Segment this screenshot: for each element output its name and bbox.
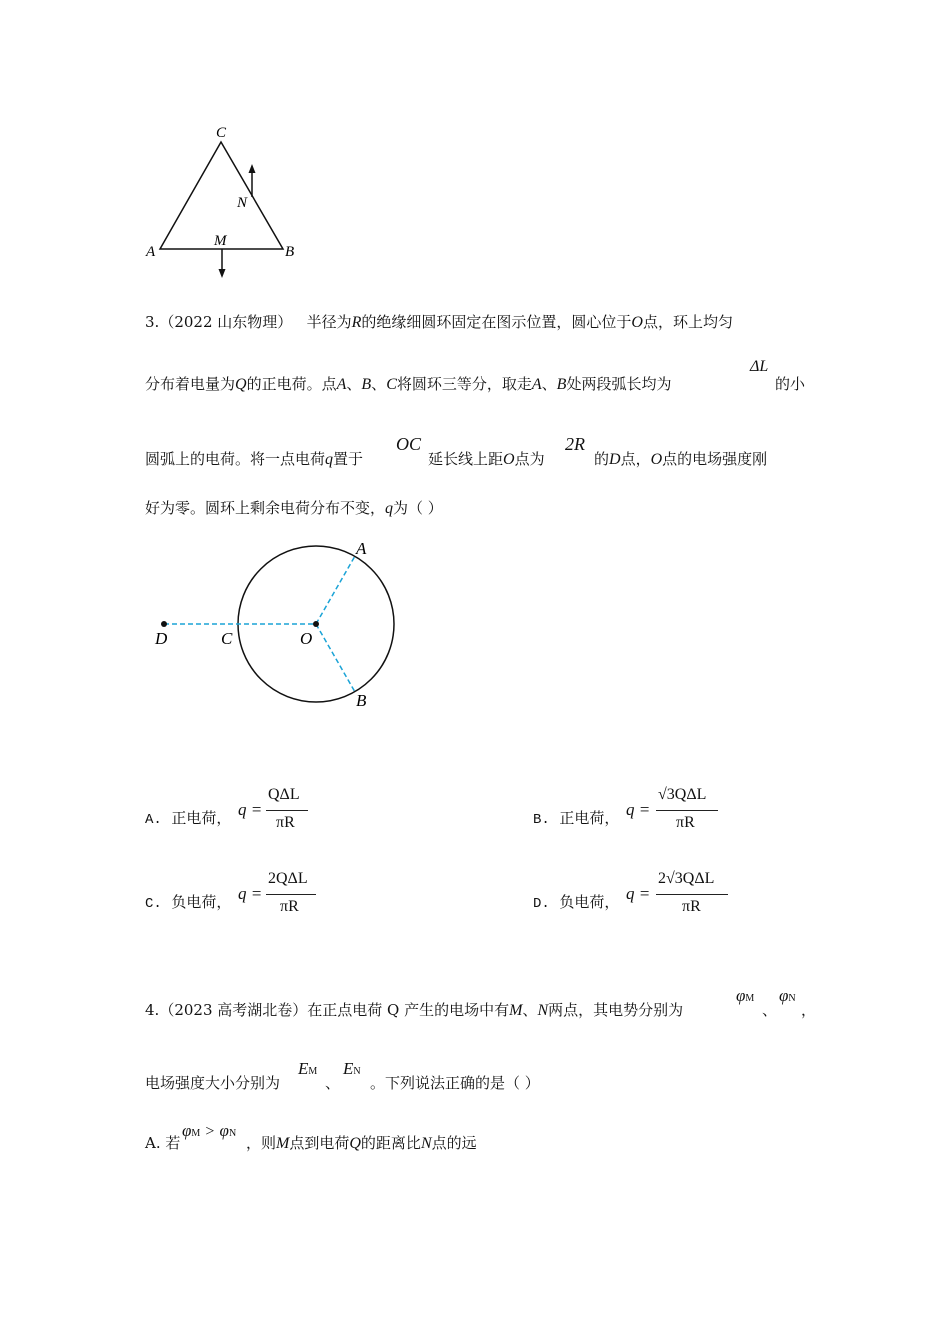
arrow-m-head — [219, 269, 226, 278]
e-m — [298, 1059, 317, 1079]
point-d — [161, 621, 167, 627]
var-o: O — [503, 451, 515, 468]
var-n: N — [537, 1002, 549, 1019]
phi-n — [779, 986, 796, 1006]
q3-line2-end: 的小 — [775, 375, 806, 393]
q3-source: （2022 山东物理） — [159, 313, 293, 331]
option-text: 正电荷， — [559, 809, 620, 827]
fraction-denominator: πR — [682, 898, 701, 915]
text: 点，环上均匀 — [642, 313, 733, 331]
phi-m — [736, 986, 754, 1006]
arrow-n-head — [249, 164, 256, 173]
fraction-bar — [266, 894, 316, 895]
option-d[interactable] — [533, 892, 619, 914]
option-label: B. — [533, 812, 550, 828]
var-phi: φ — [779, 986, 789, 1005]
option-c-fraction — [266, 870, 318, 920]
var-q-small: q — [385, 500, 394, 517]
label-c: C — [216, 125, 227, 141]
fraction-bar — [266, 810, 308, 811]
subscript-m: M — [191, 1128, 201, 1139]
label-m: M — [214, 233, 227, 249]
option-label: D. — [533, 896, 550, 912]
var-q: Q — [235, 376, 247, 393]
label-c: C — [221, 629, 233, 648]
var-b: B — [361, 376, 372, 393]
q4-line2a: 电场强度大小分别为 — [145, 1074, 281, 1092]
subscript-n: N — [788, 993, 796, 1004]
option-text: 负电荷， — [559, 893, 620, 911]
fraction-bar — [656, 894, 728, 895]
greater-than: > — [205, 1123, 215, 1140]
fraction-numerator: QΔL — [268, 786, 300, 803]
text: 的 — [594, 450, 610, 468]
text: 为（ ） — [393, 499, 443, 517]
fraction-denominator: πR — [676, 814, 695, 831]
option-b[interactable] — [533, 808, 619, 830]
fraction-denominator: πR — [276, 814, 295, 831]
var-a: A — [531, 376, 542, 393]
text: ，则 — [246, 1134, 277, 1152]
q4-line1-end: ， — [801, 1001, 817, 1019]
e-n — [343, 1059, 361, 1079]
var-e: E — [298, 1059, 309, 1078]
var-phi: φ — [182, 1121, 192, 1140]
text: 两点，其电势分别为 — [548, 1001, 684, 1019]
var-oc: OC — [396, 434, 422, 454]
var-n: N — [420, 1135, 432, 1152]
point-o — [313, 621, 319, 627]
var-o: O — [650, 451, 663, 468]
option-a-condition — [182, 1121, 236, 1141]
var-phi: φ — [736, 986, 746, 1005]
text: 好为零。圆环上剩余电荷分布不变， — [145, 499, 386, 517]
option-b-lhs: q = — [626, 800, 651, 819]
text: 、 — [541, 375, 557, 393]
option-c-lhs: q = — [238, 884, 263, 903]
q3-line3b — [428, 449, 545, 470]
fraction-denominator: πR — [280, 898, 299, 915]
q4-option-a-rest — [246, 1133, 477, 1154]
label-o: O — [300, 629, 313, 648]
text: 的绝缘细圆环固定在图示位置，圆心位于 — [361, 313, 632, 331]
q3-number: 3. — [145, 313, 160, 331]
text: 处两段弧长均为 — [566, 375, 672, 393]
var-o: O — [631, 314, 643, 331]
text: 将圆环三等分，取走 — [396, 375, 532, 393]
option-d-lhs: q = — [626, 884, 651, 903]
label-n: N — [237, 195, 248, 211]
text: 点到电荷 — [289, 1134, 350, 1152]
subscript-n: N — [353, 1066, 361, 1077]
option-label: C. — [145, 896, 162, 912]
option-a-fraction — [266, 786, 310, 836]
label-b: B — [356, 691, 367, 710]
q3-line3c — [594, 449, 767, 470]
option-label: A. — [145, 1134, 161, 1152]
fraction-numerator: 2QΔL — [268, 870, 308, 887]
q4-line2b: 。下列说法正确的是（ ） — [370, 1074, 540, 1092]
text: 点的远 — [431, 1134, 477, 1152]
var-b: B — [556, 376, 567, 393]
text: 、 — [522, 1001, 538, 1019]
text: 若 — [165, 1134, 181, 1152]
option-c[interactable] — [145, 892, 231, 914]
text: 的正电荷。点 — [246, 375, 337, 393]
fraction-bar — [656, 810, 718, 811]
text: 点， — [620, 450, 651, 468]
text: 分布着电量为 — [145, 375, 236, 393]
option-text: 正电荷， — [171, 809, 232, 827]
text: 置于 — [333, 450, 364, 468]
option-b-fraction — [656, 786, 720, 836]
text: 点为 — [514, 450, 545, 468]
option-a[interactable] — [145, 808, 231, 830]
var-q: Q — [349, 1135, 361, 1152]
text: 的距离比 — [360, 1134, 421, 1152]
q4-line1 — [145, 1000, 683, 1021]
fraction-numerator: √3QΔL — [658, 786, 707, 803]
var-r: R — [351, 314, 362, 331]
var-a: A — [336, 376, 347, 393]
triangle-figure — [140, 120, 310, 285]
var-2r: 2R — [565, 434, 585, 454]
dashed-ob — [316, 624, 355, 692]
text: 半径为 — [306, 313, 352, 331]
option-text: 负电荷， — [171, 893, 232, 911]
subscript-n: N — [228, 1128, 237, 1139]
subscript-m: M — [745, 993, 755, 1004]
q3-line2 — [145, 374, 671, 395]
subscript-m: M — [308, 1066, 318, 1077]
circle-figure — [145, 535, 415, 715]
var-q-small: q — [325, 451, 334, 468]
dashed-oa — [316, 556, 355, 624]
var-phi: φ — [219, 1121, 229, 1140]
label-a: A — [146, 244, 156, 260]
q4-number: 4. — [145, 1001, 160, 1019]
fraction-numerator: 2√3QΔL — [658, 870, 715, 887]
q4-option-a[interactable] — [145, 1133, 180, 1153]
q4-line2-sep: 、 — [325, 1074, 341, 1092]
q3-line1 — [145, 312, 733, 333]
label-b: B — [285, 244, 295, 260]
q3-line4 — [145, 498, 443, 519]
q3-line3a — [145, 449, 363, 470]
var-delta-l: ΔL — [750, 358, 769, 375]
var-c: C — [386, 376, 397, 393]
option-label: A. — [145, 812, 162, 828]
text: 点的电场强度刚 — [662, 450, 768, 468]
option-a-lhs: q = — [238, 800, 263, 819]
q4-sep: 、 — [762, 1001, 778, 1019]
text: 圆弧上的电荷。将一点电荷 — [145, 450, 326, 468]
var-d: D — [609, 451, 621, 468]
label-d: D — [155, 629, 168, 648]
var-m: M — [276, 1135, 290, 1152]
var-e: E — [343, 1059, 354, 1078]
text: （2023 高考湖北卷）在正点电荷 Q 产生的电场中有 — [159, 1001, 510, 1019]
text: 、 — [371, 375, 387, 393]
label-a: A — [356, 539, 367, 558]
text: 、 — [346, 375, 362, 393]
text: 延长线上距 — [428, 450, 504, 468]
var-m: M — [509, 1002, 523, 1019]
option-d-fraction — [656, 870, 730, 920]
